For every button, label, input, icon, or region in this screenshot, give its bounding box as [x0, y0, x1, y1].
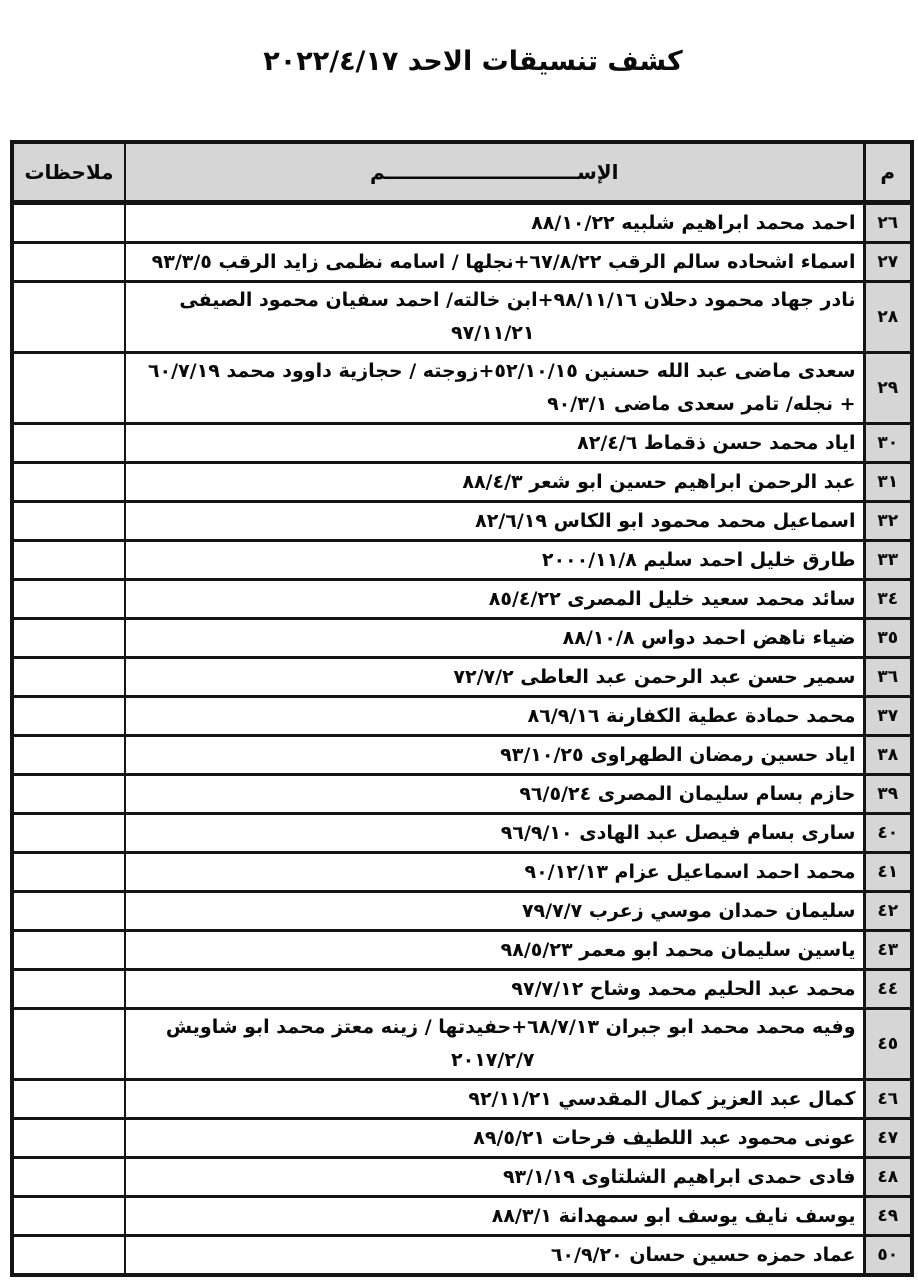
notes-cell: [12, 1158, 125, 1197]
coordination-table: [10, 140, 914, 1277]
row-number: ٣٥: [877, 628, 899, 648]
name-cell: [125, 1197, 864, 1236]
row-number-cell: [864, 1080, 912, 1119]
notes-cell: [12, 1197, 125, 1236]
row-number: ٣٦: [877, 667, 899, 687]
name-cell: [125, 353, 864, 424]
page-title: كشف تنسيقات الاحد ٢٠٢٢/٤/١٧: [263, 46, 683, 77]
row-number: ٤٥: [877, 1034, 899, 1054]
table-row: [12, 463, 912, 502]
name-cell: [125, 243, 864, 282]
name-cell: [125, 892, 864, 931]
person-name: وفيه محمد محمد ابو جبران ٦٨/٧/١٣+حفيدتها / زينه معتز محمد ابو شاويش: [165, 1016, 856, 1038]
row-number: ٤٠: [877, 823, 899, 843]
notes-cell: [12, 203, 125, 243]
name-cell: [125, 502, 864, 541]
row-number: ٣٧: [877, 706, 899, 726]
name-cell: [125, 282, 864, 353]
row-number-cell: [864, 282, 912, 353]
row-number-cell: [864, 970, 912, 1009]
row-number-cell: [864, 931, 912, 970]
notes-cell: [12, 541, 125, 580]
header-notes-column: ملاحظات: [12, 142, 125, 203]
name-cell: [125, 1080, 864, 1119]
row-number: ٣٤: [877, 589, 899, 609]
notes-cell: [12, 970, 125, 1009]
table-row: [12, 1158, 912, 1197]
notes-cell: [12, 1119, 125, 1158]
row-number-cell: [864, 353, 912, 424]
row-number: ٣٢: [877, 511, 899, 531]
row-number-cell: [864, 775, 912, 814]
person-name: محمد حمادة عطية الكفارنة ٨٦/٩/١٦: [527, 704, 856, 727]
table-row: [12, 1119, 912, 1158]
person-name: سمير حسن عبد الرحمن عبد العاطى ٧٢/٧/٢: [453, 665, 856, 688]
header-row: [12, 142, 912, 203]
person-name: سائد محمد سعيد خليل المصرى ٨٥/٤/٢٢: [488, 587, 856, 610]
notes-cell: [12, 775, 125, 814]
table-row: [12, 353, 912, 424]
row-number-cell: [864, 463, 912, 502]
table-row: [12, 658, 912, 697]
row-number-cell: [864, 1197, 912, 1236]
table-row: [12, 541, 912, 580]
table-row: [12, 775, 912, 814]
table-row: [12, 1236, 912, 1276]
name-cell: [125, 970, 864, 1009]
table-body: [12, 203, 912, 1276]
row-number: ٤٧: [877, 1128, 899, 1148]
table-row: [12, 970, 912, 1009]
person-name: فادى حمدى ابراهيم الشلتاوى ٩٣/١/١٩: [502, 1165, 856, 1188]
notes-cell: [12, 580, 125, 619]
row-number-cell: [864, 541, 912, 580]
table-row: [12, 853, 912, 892]
notes-cell: [12, 1080, 125, 1119]
notes-cell: [12, 243, 125, 282]
name-cell: [125, 736, 864, 775]
table-row: [12, 931, 912, 970]
person-name: طارق خليل احمد سليم ٢٠٠٠/١١/٨: [541, 548, 856, 571]
row-number: ٤٨: [877, 1167, 899, 1187]
row-number: ٤١: [877, 862, 899, 882]
row-number-cell: [864, 697, 912, 736]
name-cell: [125, 814, 864, 853]
notes-cell: [12, 1236, 125, 1276]
row-number: ٤٩: [877, 1206, 899, 1226]
table-row: [12, 1080, 912, 1119]
table-row: [12, 697, 912, 736]
person-name-line2: + نجله/ تامر سعدى ماضى ٩٠/٣/١: [547, 393, 856, 415]
notes-cell: [12, 814, 125, 853]
notes-cell: [12, 353, 125, 424]
notes-cell: [12, 619, 125, 658]
row-number-cell: [864, 892, 912, 931]
person-name-line2: ٩٧/١١/٢١: [451, 322, 535, 344]
notes-cell: [12, 892, 125, 931]
name-cell: [125, 1119, 864, 1158]
row-number-cell: [864, 580, 912, 619]
row-number: ٤٦: [877, 1089, 899, 1109]
row-number: ٢٦: [877, 213, 899, 233]
table-row: [12, 282, 912, 353]
row-number-cell: [864, 619, 912, 658]
person-name: ياسين سليمان محمد ابو معمر ٩٨/٥/٢٣: [500, 938, 856, 961]
row-number: ٢٨: [877, 307, 899, 327]
row-number-cell: [864, 1119, 912, 1158]
person-name: عبد الرحمن ابراهيم حسين ابو شعر ٨٨/٤/٣: [462, 470, 856, 493]
row-number: ٤٣: [877, 940, 899, 960]
name-cell: [125, 203, 864, 243]
table-row: [12, 736, 912, 775]
notes-cell: [12, 658, 125, 697]
person-name: اسماء اشحاده سالم الرقب ٦٧/٨/٢٢+نجلها / اسامه نظمى زايد الرقب ٩٣/٣/٥: [151, 250, 856, 273]
row-number: ٣٨: [877, 745, 899, 765]
person-name: سعدى ماضى عبد الله حسنين ٥٢/١٠/١٥+زوجته / حجازية داوود محمد ٦٠/٧/١٩: [147, 360, 856, 382]
row-number-cell: [864, 814, 912, 853]
person-name: احمد محمد ابراهيم شلبيه ٨٨/١٠/٢٢: [531, 211, 856, 234]
row-number-cell: [864, 243, 912, 282]
person-name: حازم بسام سليمان المصرى ٩٦/٥/٢٤: [519, 782, 856, 805]
notes-cell: [12, 736, 125, 775]
person-name-line2: ٢٠١٧/٢/٧: [451, 1049, 535, 1071]
table-header: [12, 142, 912, 203]
notes-cell: [12, 931, 125, 970]
name-cell: [125, 1158, 864, 1197]
notes-cell: [12, 502, 125, 541]
table-row: [12, 243, 912, 282]
name-cell: [125, 580, 864, 619]
row-number-cell: [864, 502, 912, 541]
table-row: [12, 1009, 912, 1080]
notes-cell: [12, 424, 125, 463]
person-name: سارى بسام فيصل عبد الهادى ٩٦/٩/١٠: [500, 821, 856, 844]
row-number-cell: [864, 853, 912, 892]
row-number: ٣١: [877, 472, 899, 492]
row-number: ٥٠: [877, 1245, 899, 1265]
row-number: ٣٠: [877, 433, 899, 453]
person-name: محمد احمد اسماعيل عزام ٩٠/١٢/١٣: [524, 860, 856, 883]
row-number: ٢٧: [877, 252, 899, 272]
row-number: ٣٩: [877, 784, 899, 804]
table-row: [12, 619, 912, 658]
row-number-cell: [864, 1009, 912, 1080]
name-cell: [125, 931, 864, 970]
row-number-cell: [864, 1236, 912, 1276]
header-number-column: م: [864, 142, 912, 203]
name-cell: [125, 658, 864, 697]
name-cell: [125, 1236, 864, 1276]
person-name: محمد عبد الحليم محمد وشاح ٩٧/٧/١٢: [511, 977, 856, 1000]
person-name: اسماعيل محمد محمود ابو الكاس ٨٢/٦/١٩: [475, 509, 856, 532]
notes-cell: [12, 463, 125, 502]
name-cell: [125, 619, 864, 658]
name-cell: [125, 775, 864, 814]
table-row: [12, 580, 912, 619]
notes-cell: [12, 282, 125, 353]
row-number-cell: [864, 736, 912, 775]
notes-cell: [12, 853, 125, 892]
person-name: نادر جهاد محمود دحلان ٩٨/١١/١٦+ابن خالته/ احمد سفيان محمود الصيفى: [179, 289, 856, 311]
row-number: ٤٢: [877, 901, 899, 921]
name-cell: [125, 1009, 864, 1080]
name-cell: [125, 541, 864, 580]
row-number: ٣٣: [877, 550, 899, 570]
notes-cell: [12, 697, 125, 736]
name-cell: [125, 853, 864, 892]
notes-cell: [12, 1009, 125, 1080]
table-row: [12, 424, 912, 463]
row-number-cell: [864, 203, 912, 243]
table-row: [12, 892, 912, 931]
person-name: كمال عبد العزيز كمال المقدسي ٩٢/١١/٢١: [468, 1087, 856, 1110]
person-name: عونى محمود عبد اللطيف فرحات ٨٩/٥/٢١: [473, 1126, 856, 1149]
name-cell: [125, 424, 864, 463]
table-row: [12, 203, 912, 243]
row-number-cell: [864, 1158, 912, 1197]
person-name: يوسف نايف يوسف ابو سمهدانة ٨٨/٣/١: [491, 1204, 856, 1227]
person-name: عماد حمزه حسين حسان ٦٠/٩/٢٠: [550, 1243, 856, 1266]
row-number-cell: [864, 424, 912, 463]
person-name: سليمان حمدان موسي زعرب ٧٩/٧/٧: [521, 899, 856, 922]
row-number-cell: [864, 658, 912, 697]
person-name: اياد حسين رمضان الطهراوى ٩٣/١٠/٢٥: [500, 743, 856, 766]
table-row: [12, 814, 912, 853]
person-name: ضياء ناهض احمد دواس ٨٨/١٠/٨: [562, 626, 856, 649]
table-row: [12, 1197, 912, 1236]
header-name-column: الإســــــــــــــــــــــــــــم: [125, 142, 864, 203]
name-cell: [125, 697, 864, 736]
row-number: ٢٩: [877, 378, 899, 398]
name-cell: [125, 463, 864, 502]
table-row: [12, 502, 912, 541]
person-name: اياد محمد حسن ذقماط ٨٢/٤/٦: [577, 431, 856, 454]
row-number: ٤٤: [877, 979, 899, 999]
